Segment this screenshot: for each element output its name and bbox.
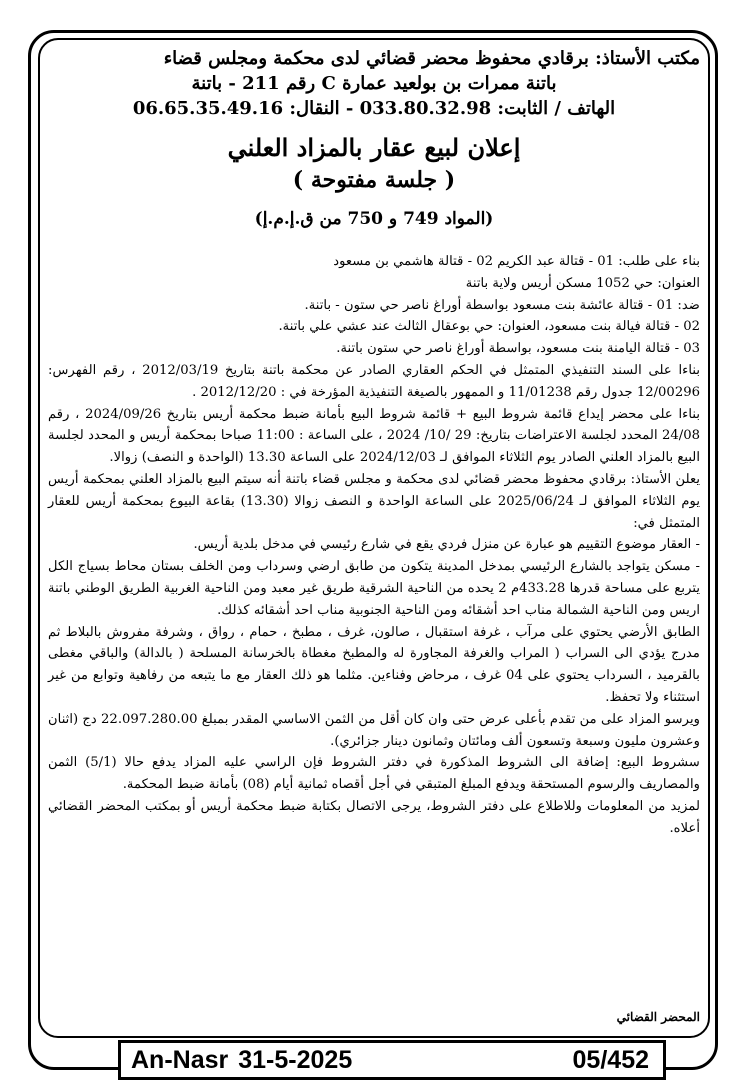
body-paragraph: يعلن الأستاذ: برقادي محفوظ محضر قضائي لدى محكمة و مجلس قضاء باتنة أنه سيتم البيع بالمزاد العلني بمحكمة أريس يوم الثلاثاء الموافق لـ 2025/06/24 على الساعة الواحدة و النصف زوالا (13.30) بقاعة البيوع بمحكمة أريس للعقار المتمثل في: — [48, 471, 700, 531]
footer-source — [131, 1046, 352, 1075]
body-paragraph: - مسكن يتواجد بالشارع الرئيسي بمدخل المدينة يتكون من طابق ارضي وسرداب ومن الخلف بستان محاط بسياج الكل يتربع على مساحة قدرها 433.28م 2 يحده من الناحية الشرقية طريق غير معبد ومن الناحية الغربية الطريق الوطني باتنة اريس ومن الناحية الشمالة مناب احد أشقائه ومن الناحية الجنوبية مناب احد أشقائه كذلك. — [48, 559, 701, 618]
body-paragraph: العنوان: حي 1052 مسكن أريس ولاية باتنة — [465, 275, 700, 291]
footer-box — [118, 1040, 666, 1080]
body-paragraph: لمزيد من المعلومات وللاطلاع على دفتر الشروط، يرجى الاتصال بكتابة ضبط محكمة أريس أو بمكتب المحضر القضائي أعلاه. — [48, 798, 700, 836]
signature: المحضر القضائي — [616, 1010, 700, 1024]
body-paragraph: - العقار موضوع التقييم هو عبارة عن منزل فردي يقع في شارع رئيسي في مدخل بلدية أريس. — [193, 537, 700, 553]
reference-number: 05/452 — [572, 1045, 649, 1074]
body-paragraph: 03 - قتالة اليامنة بنت مسعود، بواسطة أوراغ ناصر حي ستون باتنة. — [336, 341, 700, 357]
body-paragraph: ويرسو المزاد على من تقدم بأعلى عرض حتى وان كان أقل من الثمن الاساسي المقدر بمبلغ 22.097.280.00 دج (اثنان وعشرون مليون وسبعة وتسعون ألف ومائتان وثمانون دينار جزائري). — [48, 711, 700, 749]
publication-date: 31-5-2025 — [238, 1045, 353, 1074]
legal-articles: (المواد 749 و 750 من ق.إ.م.إ) — [254, 209, 494, 229]
body-paragraph: ضد: 01 - قتالة عائشة بنت مسعود بواسطة أوراغ ناصر حي ستون - باتنة. — [304, 297, 700, 313]
announcement-title: إعلان لبيع عقار بالمزاد العلني — [227, 133, 521, 162]
body-paragraph: 02 - قتالة فيالة بنت مسعود، العنوان: حي بوعقال الثالث عند عشي علي باتنة. — [278, 319, 700, 335]
body-paragraph: الطابق الأرضي يحتوي على مرآب ، غرفة استقبال ، صالون، غرف ، مطبخ ، حمام ، رواق ، وشرفة مفروش بالبلاط ثم مدرج يؤدي الى السراب ( المراب والغرفة المجاورة له والمطبخ مغطاة بالخرسانة المسلحة ( بالدالة) والباقي مغطى بالقرميد ، السرداب يحتوي على 04 غرف ، مرحاض وفناءين. مثلما هو ذلك العقار مع ما يتبعه من رفاهية وتوابع من غير استثناء ولا تحفظ. — [48, 624, 700, 705]
office-header — [48, 46, 700, 121]
phone-line: الهاتف / الثابت: 033.80.32.98 - النقال: 06.65.35.49.16 — [132, 98, 616, 119]
office-line-2: باتنة ممرات بن بولعيد عمارة C رقم 211 - باتنة — [191, 73, 557, 94]
body-paragraph: بناءا على محضر إيداع قائمة شروط البيع + قائمة شروط البيع بأمانة ضبط محكمة أريس بتاريخ 2024/09/26 ، رقم 24/08 المحدد لجلسة الاعتراضات بتاريخ: 29 /10/ 2024 ، على الساعة : 11:00 صباحا بمحكمة أريس و المحدد لجلسة البيع بالمزاد العلني الصادر يوم الثلاثاء الموافق لـ 2024/12/03 على الساعة 13.30 (الواحدة و النصف) زوالا. — [48, 406, 700, 466]
newspaper-name: An-Nasr — [131, 1045, 229, 1074]
body-paragraph: سشروط البيع: إضافة الى الشروط المذكورة في دفتر الشروط فإن الراسي عليه المزاد يدفع حالا (5/1) الثمن والمصاريف والرسوم المستحقة ويدفع المبلغ المتبقي في أجل أقصاه ثمانية أيام (08) بأمانة ضبط المحكمة. — [48, 755, 700, 793]
announcement-body — [48, 251, 700, 840]
office-line-1: مكتب الأستاذ: برقادي محفوظ محضر قضائي لدى محكمة ومجلس قضاء — [163, 48, 700, 69]
announcement — [48, 46, 701, 1024]
body-paragraph: بناءا على السند التنفيذي المتمثل في الحكم العقاري الصادر عن محكمة باتنة بتاريخ 2012/03/19 ، رقم الفهرس: 12/00296 جدول رقم 11/01238 و الممهور بالصيغة التنفيذية المؤرخة في : 2012/12/20 . — [48, 362, 700, 400]
body-paragraph: بناء على طلب: 01 - قتالة عبد الكريم 02 - قتالة هاشمي بن مسعود — [333, 254, 700, 269]
announcement-subtitle: ( جلسة مفتوحة ) — [292, 167, 456, 193]
